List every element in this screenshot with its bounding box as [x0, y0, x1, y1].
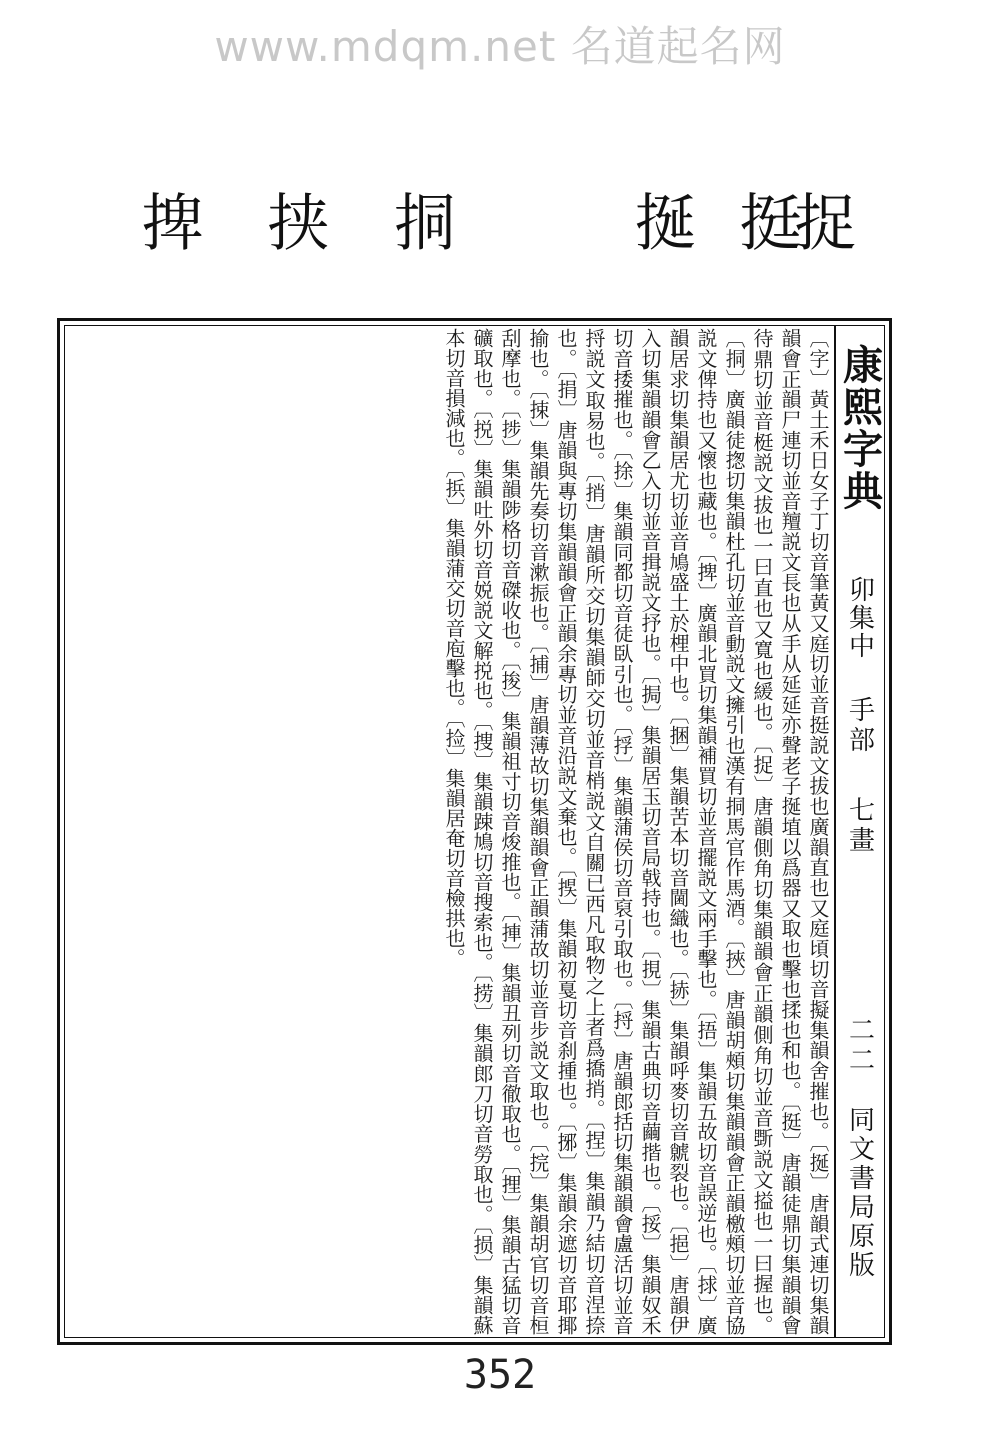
publisher-label: 同文書局原版 [844, 1106, 875, 1280]
dictionary-entries-text: 〔字〕黃土禾日女子丁切音筆黃又庭切並音挺説文拔也廣韻直也又庭頃切音擬集韻舍摧也。〔挻〕唐韻式連切集韻韻會正韻尸連切並音羶説文長也从手从延延亦聲老子挻埴以爲器又取也擊也揉也和也。〔挺〕唐韻徒鼎切集韻韻會待鼎切並音梃説文拔也一曰直也又寬也緩也。〔捉〕唐韻側角切集韻韻會正韻側角切並音斲説文搤也一曰握也。〔挏〕廣韻徒揔切集韻杜孔切並音動説文擁引也漢有挏馬官作馬酒。〔挾〕唐韻胡頰切集韻韻會正韻檄頰切並音協説文俾持也又懷也藏也。〔捭〕廣韻北買切集韻補買切並音擺説文兩手擊也。〔捂〕集韻五故切音誤逆也。〔捄〕廣韻居求切集韻居尤切並音鳩盛土於梩中也。〔捆〕集韻苦本切音閫織也。〔捇〕集韻呼麥切音虩裂也。〔挹〕唐韻伊入切集韻韻會乙入切並音揖説文抒也。〔挶〕集韻居玉切音局戟持也。〔挸〕集韻古典切音繭揩也。〔挼〕集韻奴禾切音捼摧也。〔捈〕集韻同都切音徒臥引也。〔捊〕集韻蒲侯切音裒引取也。〔捋〕唐韻郎括切集韻韻會盧活切並音捋説文取易也。〔捎〕唐韻所交切集韻師交切並音梢説文自關已西凡取物之上者爲撟捎。〔捏〕集韻乃結切音涅捺也。〔捐〕唐韻與專切集韻韻會正韻余專切並音沿説文棄也。〔捑〕集韻初戛切音刹揰也。〔捓〕集韻余遮切音耶揶揄也。〔捒〕集韻先奏切音漱振也。〔捕〕唐韻薄故切集韻韻會正韻蒲故切並音步説文取也。〔捖〕集韻胡官切音桓刮摩也。〔捗〕集韻陟格切音磔收也。〔捘〕集韻祖寸切音焌推也。〔捙〕集韻丑列切音徹取也。〔捚〕集韻古猛切音礦取也。〔捝〕集韻吐外切音娧説文解捝也。〔捜〕集韻踈鳩切音搜索也。〔捞〕集韻郎刀切音勞取也。〔损〕集韻蘇本切音損減也。〔捠〕集韻蒲交切音庖擊也。〔捡〕集韻居奄切音檢拱也。 [442, 328, 830, 1335]
volume-label: 卯集中 [844, 576, 875, 660]
page-frame-inner [64, 325, 885, 1338]
seal-glyph-6: 捉 [784, 190, 857, 252]
radical-label: 手部 [844, 696, 875, 756]
seal-glyph-2: 挟 [257, 190, 330, 252]
seal-glyph-1: 捭 [131, 190, 204, 252]
seal-script-row [80, 190, 860, 280]
seal-glyph-4: 挻 [624, 190, 697, 252]
seal-glyph-5: 挺 [729, 190, 802, 252]
page-frame [57, 318, 892, 1345]
page-number: 352 [463, 1352, 537, 1398]
seal-glyph-3: 挏 [383, 190, 456, 252]
stroke-count-label: 七畫 [844, 796, 875, 856]
dictionary-title: 康熙字典 [836, 344, 884, 512]
leaf-number: 二二 [844, 1016, 875, 1076]
watermark-text: www.mdqm.net 名道起名网 [214, 22, 786, 71]
running-header [834, 326, 884, 1337]
